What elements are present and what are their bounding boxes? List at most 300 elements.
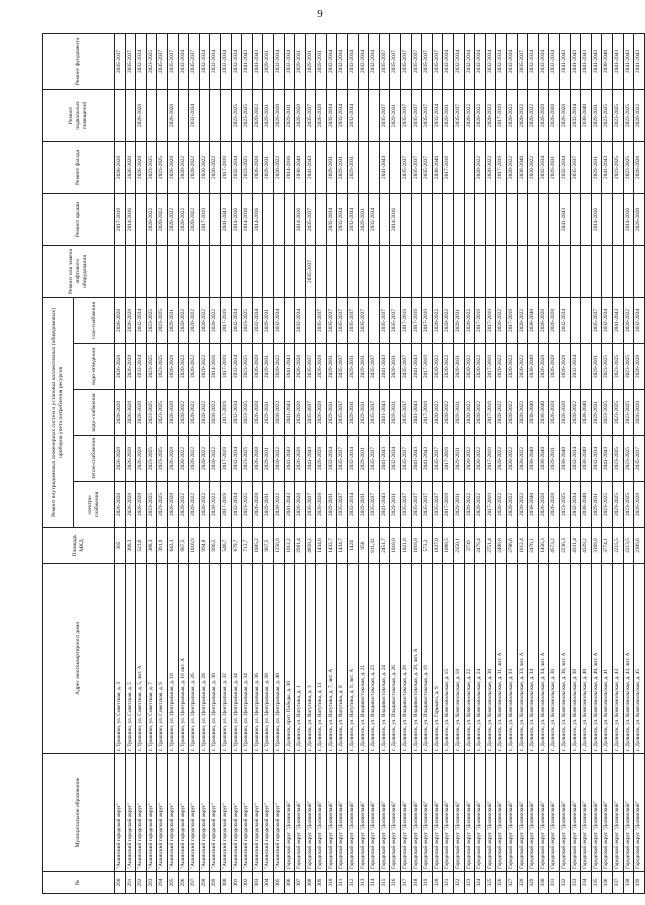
cell-sewer: 2035-2037 [305, 344, 316, 390]
cell-num: 321 [443, 872, 454, 894]
cell-roof [581, 193, 592, 245]
cell-gas: 2041-2043 [612, 297, 623, 343]
cell-sewer: 2020-2022 [464, 344, 475, 390]
header-address: Адрес многоквартирного дома [43, 564, 115, 754]
cell-municipality: Городской округ "Долинский" [379, 754, 390, 872]
cell-water: 2026-2028 [167, 390, 178, 436]
cell-gas [305, 297, 316, 343]
cell-electric: 2041-2043 [379, 482, 390, 528]
cell-area: 4573,2 [549, 528, 560, 564]
cell-water: 2029-2031 [263, 390, 274, 436]
cell-heat: 2017-2019 [485, 436, 496, 482]
cell-water: 2038-2040 [528, 390, 539, 436]
cell-facade: 2041-2043 [379, 141, 390, 193]
cell-area: 2215,5 [612, 528, 623, 564]
cell-basement: 2032-2034 [189, 89, 200, 141]
cell-gas [369, 297, 380, 343]
table-row [538, 33, 549, 893]
cell-elevator [454, 245, 465, 297]
cell-basement: 2029-2031 [284, 89, 295, 141]
cell-num: 301 [231, 872, 242, 894]
cell-facade: 2041-2043 [602, 141, 613, 193]
cell-address: г. Долинск, ул. Комсомольская, д. 40 [581, 564, 592, 754]
cell-basement: 2035-2037 [454, 89, 465, 141]
cell-facade: 2020-2022 [189, 141, 200, 193]
cell-num: 299 [210, 872, 221, 894]
cell-sewer: 2023-2025 [612, 344, 623, 390]
table-row [517, 33, 528, 893]
cell-electric: 2023-2025 [559, 482, 570, 528]
cell-electric: 2026-2028 [295, 482, 306, 528]
cell-sewer: 2032-2034 [136, 344, 147, 390]
cell-gas: 2017-2019 [422, 297, 433, 343]
cell-foundation: 2032-2034 [273, 33, 284, 89]
cell-roof [273, 193, 284, 245]
cell-elevator [432, 245, 443, 297]
cell-water: 2020-2022 [464, 390, 475, 436]
cell-water: 2020-2022 [517, 390, 528, 436]
cell-facade: 2029-2031 [326, 141, 337, 193]
cell-municipality: Городской округ "Долинский" [538, 754, 549, 872]
cell-address: г. Долинск, ул. Ватутина, д. 1 [295, 564, 306, 754]
cell-num: 339 [634, 872, 645, 894]
cell-gas: 2032-2034 [252, 297, 263, 343]
cell-address: г. Долинск, ул. Комсомольская, д. 36, лит. А [559, 564, 570, 754]
cell-facade: 2026-2028 [634, 141, 645, 193]
cell-address: г. Долинск, ул. Комсомольская, д. 15 [443, 564, 454, 754]
table-row [252, 33, 263, 893]
cell-facade: 2035-2037 [411, 141, 422, 193]
cell-facade: 2035-2037 [401, 141, 412, 193]
cell-water: 2041-2043 [379, 390, 390, 436]
cell-roof [422, 193, 433, 245]
cell-water: 2038-2040 [538, 390, 549, 436]
cell-basement: 2026-2028 [538, 89, 549, 141]
table-row [602, 33, 613, 893]
cell-water: 2020-2022 [506, 390, 517, 436]
cell-facade: 2020-2022 [506, 141, 517, 193]
cell-roof: 2017-2019 [115, 193, 126, 245]
cell-elevator [602, 245, 613, 297]
cell-area: 956 [358, 528, 369, 564]
cell-num: 302 [242, 872, 253, 894]
cell-heat: 2035-2037 [369, 436, 380, 482]
cell-heat: 2026-2028 [295, 436, 306, 482]
cell-foundation: 2032-2034 [210, 33, 221, 89]
table-row [506, 33, 517, 893]
cell-address: г. Долинск, ул. Владивостокская, д. 19 [422, 564, 433, 754]
cell-roof: 2017-2019 [199, 193, 210, 245]
page-number: 9 [317, 8, 323, 20]
table-row [136, 33, 147, 893]
cell-municipality: "Ашинский городской округ" [242, 754, 253, 872]
cell-roof: 2014-2016 [623, 193, 634, 245]
cell-address: г. Трошино, ул. Центральная, д. 36 [252, 564, 263, 754]
cell-electric: 2026-2028 [115, 482, 126, 528]
cell-roof [284, 193, 295, 245]
cell-electric: 2020-2022 [464, 482, 475, 528]
cell-roof [263, 193, 274, 245]
cell-sewer: 2014-2016 [210, 344, 221, 390]
cell-num: 311 [337, 872, 348, 894]
table-row [231, 33, 242, 893]
cell-foundation: 2035-2037 [167, 33, 178, 89]
cell-municipality: Городской округ "Долинский" [475, 754, 486, 872]
table-row [284, 33, 295, 893]
cell-heat: 2026-2028 [167, 436, 178, 482]
cell-foundation: 2032-2034 [284, 33, 295, 89]
cell-facade [390, 141, 401, 193]
cell-roof [538, 193, 549, 245]
cell-water: 2035-2037 [369, 390, 380, 436]
cell-municipality: "Ашинский городской округ" [273, 754, 284, 872]
cell-sewer: 2026-2028 [559, 344, 570, 390]
cell-water: 2026-2028 [252, 390, 263, 436]
cell-address: г. Трошино, ул. Центральная, д. 30 [210, 564, 221, 754]
cell-municipality: Городской округ "Долинский" [612, 754, 623, 872]
cell-water: 2035-2037 [305, 390, 316, 436]
cell-elevator [115, 245, 126, 297]
cell-electric: 2020-2022 [199, 482, 210, 528]
cell-gas: 2038-2040 [528, 297, 539, 343]
cell-address: г. Долинск, ул. Комсомольская, д. 34 [528, 564, 539, 754]
cell-facade: 2020-2022 [528, 141, 539, 193]
cell-heat: 2020-2022 [178, 436, 189, 482]
cell-facade: 2038-2040 [432, 141, 443, 193]
cell-gas: 2020-2022 [189, 297, 200, 343]
cell-area: 643,3 [167, 528, 178, 564]
cell-municipality: "Ашинский городской округ" [146, 754, 157, 872]
cell-elevator [167, 245, 178, 297]
cell-municipality: Городской округ "Долинский" [284, 754, 295, 872]
cell-area: 523,6 [136, 528, 147, 564]
cell-basement: 2032-2034 [348, 89, 359, 141]
cell-foundation: 2035-2037 [115, 33, 126, 89]
cell-electric: 2017-2019 [443, 482, 454, 528]
table-row [549, 33, 560, 893]
cell-address: г. Трошино, ул. Центральная, д. 40 [273, 564, 284, 754]
table-row [358, 33, 369, 893]
cell-num: 310 [326, 872, 337, 894]
cell-roof [506, 193, 517, 245]
cell-foundation: 2032-2034 [178, 33, 189, 89]
cell-basement: 2023-2025 [612, 89, 623, 141]
cell-sewer: 2023-2025 [146, 344, 157, 390]
table-row [559, 33, 570, 893]
cell-num: 308 [305, 872, 316, 894]
cell-roof: 2041-2043 [559, 193, 570, 245]
cell-gas: 2035-2037 [316, 297, 327, 343]
cell-area: 2451,7 [379, 528, 390, 564]
cell-elevator [178, 245, 189, 297]
cell-heat: 2023-2025 [623, 436, 634, 482]
cell-num: 316 [390, 872, 401, 894]
cell-heat: 2029-2031 [358, 436, 369, 482]
cell-address: г. Долинск, ул. Ватутина, д. 3 [305, 564, 316, 754]
cell-water: 2020-2022 [570, 390, 581, 436]
cell-municipality: Городской округ "Долинский" [454, 754, 465, 872]
cell-address: г. Трошино, ул. Центральная, д. 34 [242, 564, 253, 754]
cell-electric: 2041-2043 [284, 482, 295, 528]
cell-electric: 2020-2022 [273, 482, 284, 528]
cell-elevator [581, 245, 592, 297]
cell-num: 313 [358, 872, 369, 894]
cell-heat: 2035-2037 [401, 436, 412, 482]
cell-sewer: 2026-2028 [125, 344, 136, 390]
cell-electric: 2020-2022 [517, 482, 528, 528]
cell-num: 300 [220, 872, 231, 894]
cell-water: 2026-2028 [125, 390, 136, 436]
cell-gas [570, 297, 581, 343]
table-row [570, 33, 581, 893]
cell-area: 1434,6 [316, 528, 327, 564]
cell-gas: 2029-2031 [263, 297, 274, 343]
cell-heat: 2035-2037 [634, 436, 645, 482]
cell-facade: 2020-2022 [199, 141, 210, 193]
cell-address: г. Долинск, ул. Владивостокская, д. 28, лит. А [411, 564, 422, 754]
cell-foundation: 2029-2031 [295, 33, 306, 89]
table-row [199, 33, 210, 893]
cell-heat: 2017-2019 [443, 436, 454, 482]
cell-heat: 2026-2028 [316, 436, 327, 482]
cell-sewer: 2041-2043 [379, 344, 390, 390]
cell-num: 317 [401, 872, 412, 894]
table-row [454, 33, 465, 893]
cell-gas: 2032-2034 [136, 297, 147, 343]
cell-gas: 2032-2034 [273, 297, 284, 343]
cell-area: 994,8 [199, 528, 210, 564]
cell-electric: 2023-2025 [612, 482, 623, 528]
cell-water: 2026-2028 [316, 390, 327, 436]
cell-sewer: 2029-2031 [263, 344, 274, 390]
header-foundation: Ремонт фундамента [43, 33, 115, 89]
cell-area: 1612,4 [517, 528, 528, 564]
cell-municipality: Городской округ "Долинский" [411, 754, 422, 872]
cell-municipality: Городской округ "Долинский" [506, 754, 517, 872]
cell-area: 2309,6 [634, 528, 645, 564]
cell-sewer: 2020-2022 [496, 344, 507, 390]
cell-address: г. Долинск, прлт. Победы, д. 30 [284, 564, 295, 754]
cell-roof: 2020-2022 [146, 193, 157, 245]
cell-water: 2032-2034 [231, 390, 242, 436]
cell-municipality: "Ашинский городской округ" [115, 754, 126, 872]
cell-num: 312 [348, 872, 359, 894]
cell-gas: 2032-2034 [231, 297, 242, 343]
cell-foundation: 2032-2034 [475, 33, 486, 89]
cell-electric: 2020-2022 [178, 482, 189, 528]
cell-elevator [348, 245, 359, 297]
cell-foundation: 2041-2043 [591, 33, 602, 89]
cell-num: 328 [517, 872, 528, 894]
cell-basement: 2026-2028 [136, 89, 147, 141]
cell-facade: 2023-2025 [157, 141, 168, 193]
cell-address: г. Долинск, ул. Комсомольская, д. 41 [602, 564, 613, 754]
table-row [496, 33, 507, 893]
cell-basement [220, 89, 231, 141]
cell-basement: 2032-2034 [570, 89, 581, 141]
cell-num: 320 [432, 872, 443, 894]
cell-foundation: 2029-2031 [263, 33, 274, 89]
cell-area: 1088,5 [443, 528, 454, 564]
cell-roof [570, 193, 581, 245]
cell-electric: 2038-2040 [581, 482, 592, 528]
cell-heat: 2023-2025 [146, 436, 157, 482]
cell-foundation: 2041-2043 [570, 33, 581, 89]
cell-roof: 2014-2016 [591, 193, 602, 245]
cell-elevator [443, 245, 454, 297]
cell-basement [125, 89, 136, 141]
cell-gas: 2035-2037 [358, 297, 369, 343]
cell-num: 333 [570, 872, 581, 894]
cell-gas: 2032-2034 [602, 297, 613, 343]
cell-basement [358, 89, 369, 141]
cell-num: 330 [538, 872, 549, 894]
cell-electric: 2035-2037 [432, 482, 443, 528]
cell-facade: 2026-2028 [125, 141, 136, 193]
cell-area: 572,2 [422, 528, 433, 564]
cell-foundation: 2035-2037 [432, 33, 443, 89]
cell-area: 1018,8 [411, 528, 422, 564]
cell-elevator [358, 245, 369, 297]
cell-address: г. Долинск, ул. Ватутина, д. 9, лит. А [348, 564, 359, 754]
cell-foundation: 2041-2043 [634, 33, 645, 89]
cell-area: 712,7 [242, 528, 253, 564]
cell-electric: 2026-2028 [125, 482, 136, 528]
table-row [485, 33, 496, 893]
table-body [115, 33, 645, 893]
cell-roof: 2026-2028 [634, 193, 645, 245]
cell-facade: 2026-2028 [115, 141, 126, 193]
cell-municipality: "Ашинский городской округ" [136, 754, 147, 872]
table-row [167, 33, 178, 893]
table-row [401, 33, 412, 893]
cell-sewer: 2020-2022 [189, 344, 200, 390]
cell-gas: 2032-2034 [295, 297, 306, 343]
cell-num: 337 [612, 872, 623, 894]
cell-heat: 2032-2034 [326, 436, 337, 482]
cell-water: 2029-2031 [390, 390, 401, 436]
cell-elevator [538, 245, 549, 297]
table-row [273, 33, 284, 893]
cell-foundation: 2032-2034 [348, 33, 359, 89]
cell-sewer: 2020-2022 [273, 344, 284, 390]
cell-heat: 2041-2043 [379, 436, 390, 482]
cell-num: 325 [485, 872, 496, 894]
cell-elevator [464, 245, 475, 297]
cell-gas: 2020-2022 [443, 297, 454, 343]
cell-water: 2041-2043 [284, 390, 295, 436]
cell-roof [401, 193, 412, 245]
cell-area: 2706,6 [506, 528, 517, 564]
cell-area: 388,3 [125, 528, 136, 564]
cell-address: г. Трошино, ул. Центральная, д. 34 [231, 564, 242, 754]
cell-electric: 2032-2034 [231, 482, 242, 528]
cell-water: 2026-2028 [549, 390, 560, 436]
table-row [432, 33, 443, 893]
cell-elevator [506, 245, 517, 297]
cell-area: 1021,8 [401, 528, 412, 564]
cell-foundation: 2032-2034 [506, 33, 517, 89]
cell-num: 305 [273, 872, 284, 894]
cell-sewer: 2026-2028 [252, 344, 263, 390]
cell-sewer: 2023-2025 [242, 344, 253, 390]
header-heat: тепло-снабжения [74, 436, 115, 482]
cell-municipality: "Ашинский городской округ" [220, 754, 231, 872]
table-row [189, 33, 200, 893]
cell-area: 3169,9 [591, 528, 602, 564]
cell-electric: 2029-2031 [454, 482, 465, 528]
cell-address: г. Трошино, ул. Советская, д. 5, лит. А [136, 564, 147, 754]
cell-municipality: "Ашинский городской округ" [252, 754, 263, 872]
cell-gas: 2035-2037 [326, 297, 337, 343]
cell-gas: 2035-2037 [379, 297, 390, 343]
cell-roof [528, 193, 539, 245]
cell-area: 2476,1 [528, 528, 539, 564]
cell-sewer: 2026-2028 [115, 344, 126, 390]
cell-address: г. Долинск, ул. Комсомольская, д. 45 [634, 564, 645, 754]
cell-foundation: 2041-2043 [252, 33, 263, 89]
cell-elevator [189, 245, 200, 297]
cell-sewer: 2023-2025 [157, 344, 168, 390]
cell-foundation: 2032-2034 [369, 33, 380, 89]
cell-facade: 2020-2022 [273, 141, 284, 193]
cell-elevator [337, 245, 348, 297]
cell-basement [199, 89, 210, 141]
cell-electric: 2023-2025 [623, 482, 634, 528]
cell-elevator [263, 245, 274, 297]
cell-facade: 2020-2022 [475, 141, 486, 193]
cell-foundation: 2032-2034 [220, 33, 231, 89]
table-row [369, 33, 380, 893]
cell-address: г. Трошино, ул. Советская, д. 3 [115, 564, 126, 754]
cell-electric: 2023-2025 [242, 482, 253, 528]
table-row [210, 33, 221, 893]
cell-electric: 2029-2031 [326, 482, 337, 528]
cell-gas: 2032-2034 [559, 297, 570, 343]
cell-sewer: 2029-2031 [591, 344, 602, 390]
cell-foundation: 2041-2043 [623, 33, 634, 89]
cell-address: г. Долинск, ул. Ватутина, д. 7, лит. А [326, 564, 337, 754]
cell-municipality: Городской округ "Долинский" [528, 754, 539, 872]
cell-foundation: 2032-2034 [199, 33, 210, 89]
cell-area: 3774,1 [602, 528, 613, 564]
table-row [295, 33, 306, 893]
cell-municipality: Городской округ "Долинский" [549, 754, 560, 872]
cell-sewer: 2026-2028 [316, 344, 327, 390]
cell-gas: 2017-2019 [485, 297, 496, 343]
cell-roof [612, 193, 623, 245]
cell-basement: 2026-2028 [559, 89, 570, 141]
cell-gas: 2020-2022 [178, 297, 189, 343]
cell-area: 2981,4 [295, 528, 306, 564]
cell-municipality: Городской округ "Долинский" [623, 754, 634, 872]
cell-water: 2023-2025 [612, 390, 623, 436]
table-row [146, 33, 157, 893]
cell-roof: 2041-2043 [220, 193, 231, 245]
cell-heat: 2035-2037 [337, 436, 348, 482]
cell-area: 2350,1 [454, 528, 465, 564]
cell-heat: 2041-2043 [422, 436, 433, 482]
cell-municipality: Городской округ "Долинский" [337, 754, 348, 872]
cell-num: 332 [559, 872, 570, 894]
cell-foundation: 2032-2034 [485, 33, 496, 89]
cell-sewer: 2026-2028 [634, 344, 645, 390]
cell-basement [369, 89, 380, 141]
cell-roof: 2029-2031 [358, 193, 369, 245]
cell-facade: 2023-2025 [242, 141, 253, 193]
cell-electric: 2026-2028 [136, 482, 147, 528]
cell-basement: 2035-2037 [305, 89, 316, 141]
